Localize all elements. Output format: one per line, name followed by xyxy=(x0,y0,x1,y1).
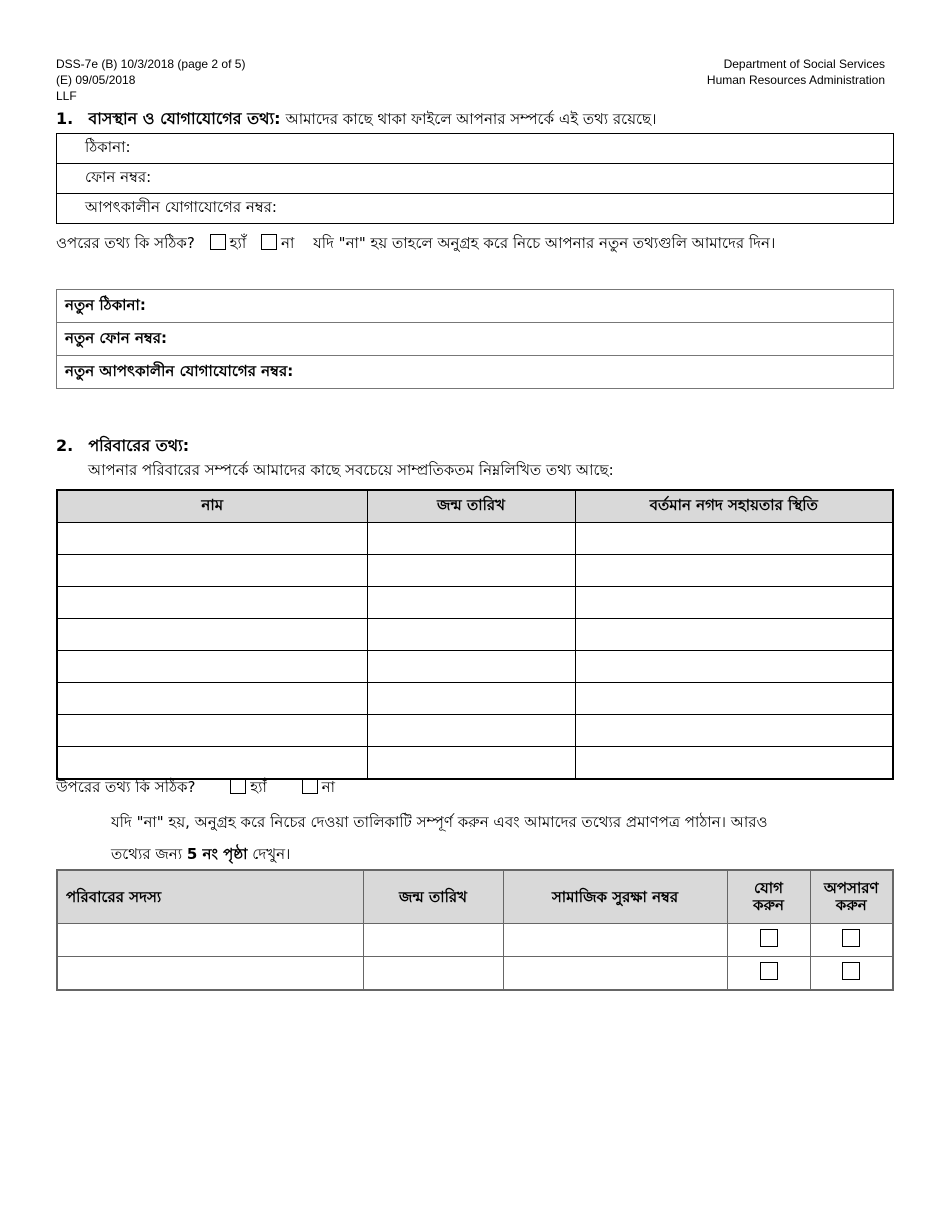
table-row xyxy=(57,924,893,957)
household-table xyxy=(56,489,894,780)
section2-no-checkbox[interactable] xyxy=(302,778,318,794)
name-cell[interactable] xyxy=(57,683,367,715)
dob-cell[interactable] xyxy=(367,683,575,715)
new-contact-table xyxy=(56,289,894,389)
section1-no-checkbox[interactable] xyxy=(261,234,277,250)
header-remove-line2: করুন xyxy=(835,896,867,914)
member-dob-cell[interactable] xyxy=(363,924,503,957)
section1-question: ওপরের তথ্য কি সঠিক? xyxy=(56,234,195,252)
section2-title: পরিবারের তথ্য: xyxy=(88,436,190,455)
table-row xyxy=(57,683,893,715)
section1-subtitle: আমাদের কাছে থাকা ফাইলে আপনার সম্পর্কে এই তথ্য রয়েছে। xyxy=(285,110,657,128)
table-row xyxy=(57,523,893,555)
section2-number: 2. xyxy=(56,436,74,455)
agency-subname: Human Resources Administration xyxy=(706,73,885,87)
dob-cell[interactable] xyxy=(367,555,575,587)
status-cell[interactable] xyxy=(575,555,893,587)
instruction-pre: তথ্যের জন্য xyxy=(111,845,183,863)
form-code: DSS-7e (B) 10/3/2018 (page 2 of 5) xyxy=(56,57,246,71)
section1-yes-checkbox[interactable] xyxy=(210,234,226,250)
change-table-header xyxy=(57,870,893,924)
remove-cell xyxy=(810,957,893,991)
name-cell[interactable] xyxy=(57,747,367,780)
header-member-dob: জন্ম তারিখ xyxy=(363,870,503,924)
dob-cell[interactable] xyxy=(367,715,575,747)
emergency-contact-field[interactable]: আপৎকালীন যোগাযোগের নম্বর: xyxy=(57,194,894,224)
status-cell[interactable] xyxy=(575,523,893,555)
header-remove-line1: অপসারণ xyxy=(823,879,879,897)
new-phone-field[interactable]: নতুন ফোন নম্বর: xyxy=(57,323,894,356)
ssn-cell[interactable] xyxy=(503,924,727,957)
current-contact-table xyxy=(56,133,894,224)
header-dob: জন্ম তারিখ xyxy=(367,490,575,523)
new-emergency-contact-field[interactable]: নতুন আপৎকালীন যোগাযোগের নম্বর: xyxy=(57,356,894,389)
table-row xyxy=(57,957,893,991)
section1-yes-label: হ্যাঁ xyxy=(229,234,247,252)
table-row xyxy=(57,715,893,747)
dob-cell[interactable] xyxy=(367,747,575,780)
remove-checkbox[interactable] xyxy=(842,962,860,980)
section2-question: উপরের তথ্য কি সঠিক? xyxy=(56,778,196,796)
form-edition: (E) 09/05/2018 xyxy=(56,73,136,87)
member-cell[interactable] xyxy=(57,924,363,957)
add-checkbox[interactable] xyxy=(760,962,778,980)
section1-instruction: যদি "না" হয় তাহলে অনুগ্রহ করে নিচে আপনার নতুন তথ্যগুলি আমাদের দিন। xyxy=(313,234,776,252)
header-add-line1: যোগ xyxy=(754,879,783,897)
section2-no-label: না xyxy=(321,778,335,796)
status-cell[interactable] xyxy=(575,651,893,683)
name-cell[interactable] xyxy=(57,555,367,587)
section2-verify-row xyxy=(56,776,335,801)
status-cell[interactable] xyxy=(575,747,893,780)
household-table-header xyxy=(57,490,893,523)
instruction-post: দেখুন। xyxy=(252,845,291,863)
name-cell[interactable] xyxy=(57,523,367,555)
section2-heading xyxy=(56,433,189,460)
table-row xyxy=(57,619,893,651)
section2-yes-label: হ্যাঁ xyxy=(250,778,267,796)
status-cell[interactable] xyxy=(575,683,893,715)
address-field[interactable]: ঠিকানা: xyxy=(57,134,894,164)
remove-cell xyxy=(810,924,893,957)
status-cell[interactable] xyxy=(575,715,893,747)
header-add-line2: করুন xyxy=(753,896,784,914)
page-reference: 5 নং পৃষ্ঠা xyxy=(186,845,248,863)
status-cell[interactable] xyxy=(575,619,893,651)
header-cash-status: বর্তমান নগদ সহায়তার স্থিতি xyxy=(575,490,893,523)
name-cell[interactable] xyxy=(57,619,367,651)
dob-cell[interactable] xyxy=(367,523,575,555)
dob-cell[interactable] xyxy=(367,619,575,651)
name-cell[interactable] xyxy=(57,587,367,619)
table-row xyxy=(57,555,893,587)
household-change-table xyxy=(56,869,894,991)
member-dob-cell[interactable] xyxy=(363,957,503,991)
section2-yes-checkbox[interactable] xyxy=(230,778,246,794)
section1-number: 1. xyxy=(56,109,74,128)
header-add xyxy=(727,870,810,924)
form-language-code: LLF xyxy=(56,89,77,103)
new-address-field[interactable]: নতুন ঠিকানা: xyxy=(57,290,894,323)
table-row xyxy=(57,651,893,683)
add-checkbox[interactable] xyxy=(760,929,778,947)
phone-field[interactable]: ফোন নম্বর: xyxy=(57,164,894,194)
instruction-line-1: যদি "না" হয়, অনুগ্রহ করে নিচের দেওয়া তালিকাটি সম্পূর্ণ করুন এবং আমাদের তথ্যের প্রমাণপত্র পাঠান। আরও xyxy=(111,813,768,831)
member-cell[interactable] xyxy=(57,957,363,991)
table-row xyxy=(57,587,893,619)
section2-instruction xyxy=(111,806,768,870)
add-cell xyxy=(727,924,810,957)
name-cell[interactable] xyxy=(57,651,367,683)
agency-name: Department of Social Services xyxy=(723,57,885,71)
header-member: পরিবারের সদস্য xyxy=(57,870,363,924)
status-cell[interactable] xyxy=(575,587,893,619)
header-name: নাম xyxy=(57,490,367,523)
header-ssn: সামাজিক সুরক্ষা নম্বর xyxy=(503,870,727,924)
dob-cell[interactable] xyxy=(367,587,575,619)
name-cell[interactable] xyxy=(57,715,367,747)
add-cell xyxy=(727,957,810,991)
section1-title: বাসস্থান ও যোগাযোগের তথ্য: xyxy=(88,109,281,128)
ssn-cell[interactable] xyxy=(503,957,727,991)
section2-intro: আপনার পরিবারের সম্পর্কে আমাদের কাছে সবচেয়ে সাম্প্রতিকতম নিম্নলিখিত তথ্য আছে: xyxy=(88,461,614,479)
section1-heading xyxy=(56,106,657,133)
header-remove xyxy=(810,870,893,924)
dob-cell[interactable] xyxy=(367,651,575,683)
form-id-block xyxy=(56,56,245,104)
section1-verify-row xyxy=(56,232,775,257)
section1-no-label: না xyxy=(281,234,295,252)
table-row xyxy=(57,747,893,780)
instruction-line-2 xyxy=(111,838,768,870)
agency-block xyxy=(707,56,885,88)
remove-checkbox[interactable] xyxy=(842,929,860,947)
